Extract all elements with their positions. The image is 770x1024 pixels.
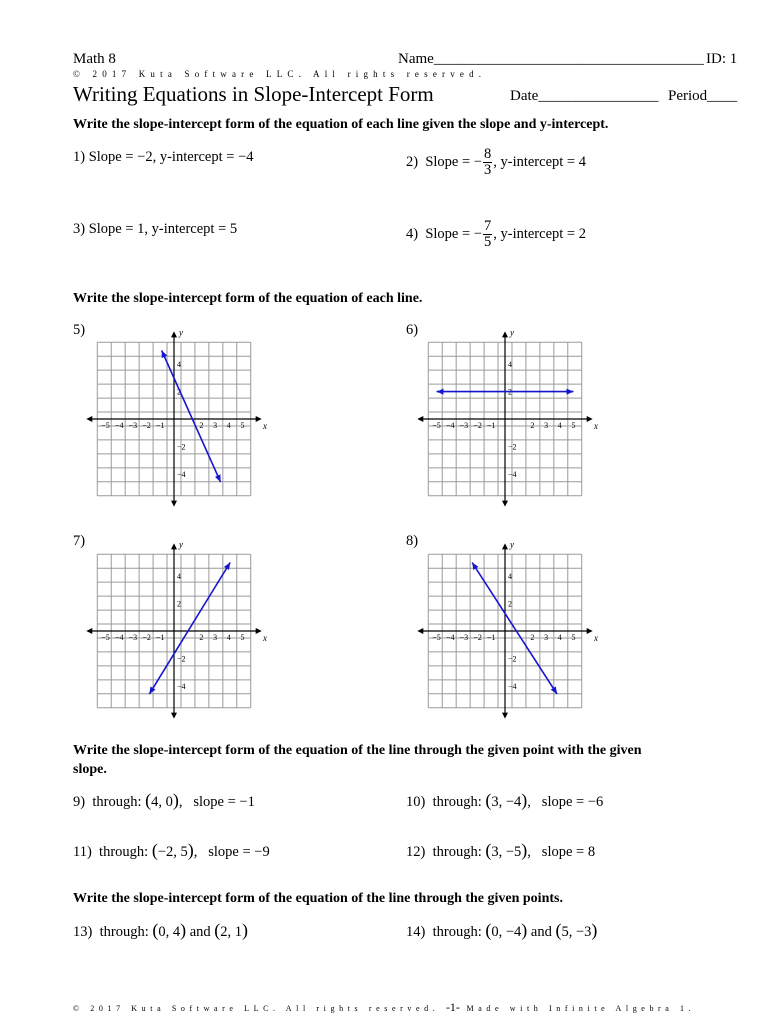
x-tick-label: −5: [432, 633, 441, 642]
point-2: 2, 1: [220, 924, 243, 940]
problem-3: 3) Slope = 1, y-intercept = 5: [73, 221, 238, 237]
point: 3, −4: [491, 794, 522, 810]
problem-6-number: 6): [406, 322, 419, 338]
through-label: through:: [99, 924, 149, 940]
point: 4, 0: [151, 794, 173, 810]
x-tick-label: 5: [571, 421, 576, 430]
x-tick-label: 4: [557, 633, 562, 642]
x-tick-label: −5: [432, 421, 441, 430]
x-tick-label: 3: [544, 421, 549, 430]
x-tick-label: −3: [128, 633, 138, 642]
y-axis-label: y: [179, 539, 183, 550]
x-tick-label: 2: [199, 421, 204, 430]
x-tick-label: −4: [114, 633, 124, 642]
section-instructions-1: Write the slope-intercept form of the equation of each line given the slope and y-intercept.: [73, 117, 609, 132]
x-tick-label: −2: [473, 421, 482, 430]
problem-14: 14) through: (0, −4) and (5, −3): [406, 920, 598, 940]
fraction: [483, 219, 492, 250]
problem-2: [406, 147, 586, 178]
x-tick-label: −1: [156, 633, 165, 642]
period-label: Period: [668, 88, 708, 104]
y-axis-arrow-up: [502, 543, 508, 549]
x-tick-label: 5: [240, 421, 245, 430]
problem-5-number: 5): [73, 322, 86, 338]
through-label: through:: [432, 924, 482, 940]
through-label: through:: [92, 794, 142, 810]
point-1: 0, −4: [491, 924, 522, 940]
x-axis-arrow-left: [417, 416, 423, 422]
problem-number: 11): [73, 844, 92, 860]
and-text: and: [530, 924, 552, 940]
x-tick-label: 2: [199, 633, 204, 642]
x-tick-label: −1: [487, 421, 496, 430]
slope-text: slope = 8: [541, 844, 596, 860]
name-label: Name: [398, 51, 434, 67]
numerator: 7: [483, 218, 492, 234]
graph-problem-8: [420, 539, 599, 716]
x-axis-arrow-left: [417, 628, 423, 634]
x-tick-label: −2: [142, 421, 151, 430]
section-instructions-4: Write the slope-intercept form of the equation of the line through the given points.: [73, 891, 563, 906]
y-tick-label: 4: [177, 360, 181, 370]
name-field[interactable]: [398, 51, 704, 68]
y-tick-label: 4: [177, 572, 181, 582]
y-tick-label: −4: [508, 681, 517, 691]
slope-text: slope = −1: [193, 794, 255, 810]
page-number: -1-: [445, 1000, 460, 1014]
x-axis-label: x: [594, 633, 599, 643]
numerator: 8: [483, 146, 492, 162]
y-tick-label: 4: [508, 572, 512, 582]
section-instructions-3-cont: slope.: [73, 762, 107, 777]
x-tick-label: −4: [445, 421, 455, 430]
graph-line-arrow-end: [567, 389, 574, 395]
slope-text: slope = −9: [208, 844, 270, 860]
point: 3, −5: [491, 844, 522, 860]
x-tick-label: −3: [128, 421, 138, 430]
problem-number: 4): [406, 225, 419, 242]
copyright-header: © 2017 Kuta Software LLC. All rights reserved.: [73, 69, 487, 79]
y-axis-arrow-up: [171, 543, 177, 549]
slope-label: Slope = −: [425, 153, 482, 170]
x-tick-label: −3: [459, 633, 469, 642]
problem-number: 9): [73, 794, 86, 810]
problem-number: 10): [406, 794, 426, 810]
through-label: through:: [432, 844, 482, 860]
period-field[interactable]: [668, 88, 737, 105]
x-tick-label: 2: [530, 633, 535, 642]
x-axis-label: x: [594, 421, 599, 431]
period-blank: ____: [707, 88, 738, 104]
name-blank: ____________________________________: [433, 51, 704, 67]
page-title: Writing Equations in Slope-Intercept Form: [73, 82, 434, 106]
x-tick-label: −3: [459, 421, 469, 430]
and-text: and: [189, 924, 211, 940]
through-label: through:: [432, 794, 482, 810]
y-axis-arrow-down: [171, 501, 177, 507]
y-tick-label: 2: [508, 599, 512, 609]
y-tick-label: −2: [508, 654, 517, 664]
problem-7-number: 7): [73, 533, 86, 549]
x-tick-label: 4: [226, 633, 231, 642]
problem-number: 13): [73, 924, 93, 940]
graph-line-arrow-start: [472, 563, 478, 571]
problem-number: 14): [406, 924, 426, 940]
denominator: 5: [483, 234, 492, 250]
problem-13: 13) through: (0, 4) and (2, 1): [73, 920, 249, 940]
y-tick-label: 4: [508, 360, 512, 370]
x-tick-label: 4: [226, 421, 231, 430]
x-axis-arrow-left: [86, 628, 92, 634]
y-axis-arrow-down: [502, 501, 508, 507]
x-tick-label: 3: [544, 633, 549, 642]
problem-1: 1) Slope = −2, y-intercept = −4: [73, 149, 254, 165]
y-axis-label: y: [510, 539, 514, 550]
y-axis-arrow-up: [502, 331, 508, 337]
problem-number: 12): [406, 844, 426, 860]
footer-copyright: © 2017 Kuta Software LLC. All rights reserved.: [73, 1004, 440, 1013]
date-field[interactable]: [510, 88, 658, 105]
y-axis-arrow-down: [502, 713, 508, 719]
y-tick-label: −4: [177, 681, 186, 691]
problem-12: 12) through: (3, −5), slope = 8: [406, 840, 596, 860]
x-axis-arrow-right: [256, 628, 262, 634]
problem-8-number: 8): [406, 533, 419, 549]
x-tick-label: −2: [142, 633, 151, 642]
problem-11: 11) through: (−2, 5), slope = −9: [73, 840, 270, 860]
x-tick-label: 3: [213, 421, 218, 430]
y-tick-label: 2: [177, 387, 181, 397]
problem-number: 2): [406, 153, 419, 170]
section-instructions-3: Write the slope-intercept form of the equation of the line through the given point with the given: [73, 743, 642, 758]
x-axis-label: x: [263, 633, 268, 643]
y-tick-label: −2: [177, 654, 186, 664]
slope-text: slope = −6: [541, 794, 604, 810]
x-tick-label: −4: [445, 633, 455, 642]
point-1: 0, 4: [158, 924, 181, 940]
problem-9: 9) through: (4, 0), slope = −1: [73, 790, 255, 810]
x-tick-label: 2: [530, 421, 535, 430]
y-tick-label: −2: [508, 442, 517, 452]
point-2: 5, −3: [561, 924, 592, 940]
x-tick-label: 5: [571, 633, 576, 642]
date-blank: ________________: [538, 88, 659, 104]
intercept-text: , y-intercept = 2: [493, 225, 586, 242]
y-axis-arrow-down: [171, 713, 177, 719]
y-axis-label: y: [179, 327, 183, 338]
graph-line-arrow-start: [437, 389, 444, 395]
footer-made-with: Made with Infinite Algebra 1.: [466, 1004, 696, 1013]
course-label: Math 8: [73, 51, 116, 67]
denominator: 3: [483, 162, 492, 178]
y-tick-label: −2: [177, 442, 186, 452]
intercept-text: , y-intercept = 4: [493, 153, 586, 170]
y-tick-label: 2: [508, 387, 512, 397]
through-label: through:: [99, 844, 149, 860]
x-tick-label: 5: [240, 633, 245, 642]
problem-4: [406, 219, 586, 250]
x-axis-label: x: [263, 421, 268, 431]
x-tick-label: −5: [101, 633, 110, 642]
x-tick-label: −4: [114, 421, 124, 430]
x-axis-arrow-right: [256, 416, 262, 422]
point: −2, 5: [157, 844, 188, 860]
y-tick-label: −4: [508, 469, 517, 479]
graph-problem-7: [89, 539, 268, 716]
footer: [73, 1000, 695, 1015]
y-tick-label: −4: [177, 469, 186, 479]
fraction: [483, 147, 492, 178]
y-axis-arrow-up: [171, 331, 177, 337]
y-tick-label: 2: [177, 599, 181, 609]
graph-problem-5: [89, 327, 268, 504]
y-axis-label: y: [510, 327, 514, 338]
x-tick-label: −2: [473, 633, 482, 642]
x-axis-arrow-right: [587, 416, 593, 422]
date-label: Date: [510, 88, 539, 104]
problem-10: 10) through: (3, −4), slope = −6: [406, 790, 604, 810]
section-instructions-2: Write the slope-intercept form of the equation of each line.: [73, 291, 423, 306]
graph-problem-6: [420, 327, 599, 504]
worksheet-id: ID: 1: [706, 51, 738, 67]
x-axis-arrow-left: [86, 416, 92, 422]
x-tick-label: 4: [557, 421, 562, 430]
x-tick-label: −1: [156, 421, 165, 430]
x-tick-label: −1: [487, 633, 496, 642]
x-axis-arrow-right: [587, 628, 593, 634]
slope-label: Slope = −: [425, 225, 482, 242]
x-tick-label: 3: [213, 633, 218, 642]
x-tick-label: −5: [101, 421, 110, 430]
